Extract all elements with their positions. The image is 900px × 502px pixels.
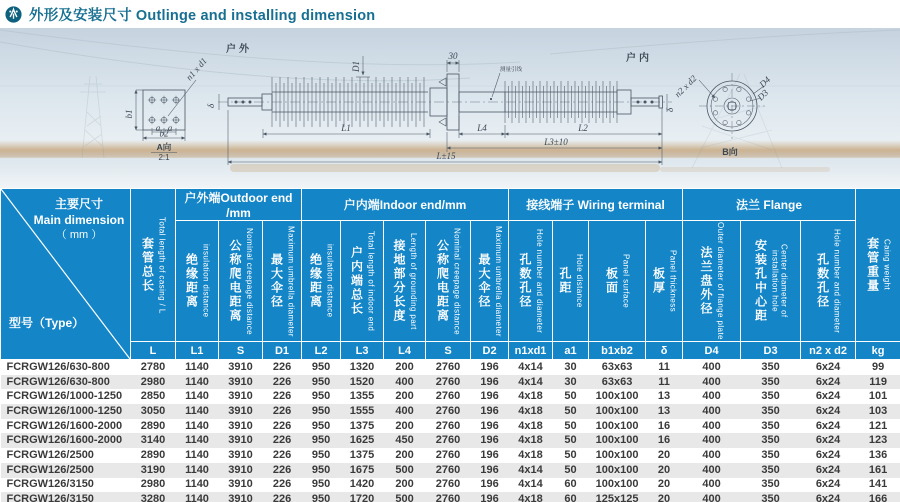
col-header-6: 接地部分长度 Length of grounding part [384,221,426,342]
value-cell: 400 [702,390,721,403]
value-cell: 200 [395,360,414,373]
col-header-casing-weight: 套管重量 Caing weight [856,189,900,342]
col-header-10: 孔距 Hole distance [553,221,589,342]
value-cell: 2760 [435,478,461,491]
spec-table [0,188,900,502]
type-cell: FCRGW126/1000-1250 [6,404,123,417]
value-cell: 20 [657,463,671,476]
value-cell: 2760 [435,448,461,461]
value-cell: 196 [480,434,499,447]
value-cell: 2760 [435,360,461,373]
col-header-8: 最大伞径 Maximum umbrella diameter [471,221,509,342]
value-cell: 30 [564,375,577,388]
value-cell: 400 [702,419,721,432]
value-cell: 226 [272,404,292,417]
value-cell: 350 [761,360,780,373]
value-cell: 3910 [228,478,253,491]
value-cell: 3910 [228,390,253,403]
title-bar [0,0,900,28]
corner-type-label: 型号（Type） [9,316,85,330]
value-cell: 60 [564,478,577,491]
col-letter-16: kg [856,342,900,360]
col-letter-13: D4 [683,342,741,360]
dim-label-a-left: a [155,123,161,133]
value-cell: 50 [564,390,577,403]
value-cell: 1140 [185,360,209,373]
value-cell: 13 [657,390,671,403]
value-cell: 6x24 [815,478,841,491]
dim-label-30: 30 [448,51,458,61]
value-cell: 226 [272,360,292,373]
table-row [1,478,900,493]
value-cell: 226 [272,375,292,388]
value-cell: 3910 [228,419,253,432]
value-cell: 196 [480,478,499,491]
value-cell: 1720 [349,493,375,502]
value-cell: 200 [395,419,414,432]
value-cell: 350 [761,434,780,447]
value-cell: 100x100 [595,463,639,476]
value-cell: 1320 [349,360,375,373]
dim-label-ltotal: L±15 [436,151,456,161]
value-cell: 196 [480,493,499,502]
value-cell: 4x18 [518,390,543,403]
col-header-13: 法兰盘外径 Outer diameter of flange plate [683,221,741,342]
value-cell: 950 [311,419,331,432]
value-cell: 123 [868,434,888,447]
value-cell: 4x18 [518,434,543,447]
value-cell: 4x14 [518,375,543,388]
value-cell: 3910 [228,493,253,502]
group-outdoor-end: 户外端Outdoor end /mm [176,189,302,221]
value-cell: 16 [657,419,671,432]
dim-label-d4: D4 [757,74,773,90]
value-cell: 1375 [349,448,375,461]
value-cell: 2760 [435,419,461,432]
value-cell: 16 [657,434,671,447]
value-cell: 4x14 [518,463,543,476]
value-cell: 6x24 [815,434,841,447]
value-cell: 50 [564,404,577,417]
table-row [1,448,900,463]
value-cell: 6x24 [815,360,841,373]
value-cell: 196 [480,360,499,373]
value-cell: 400 [702,493,721,502]
table-row [1,492,900,502]
view-a-label: A向 [156,142,172,152]
value-cell: 3280 [140,493,166,502]
value-cell: 400 [702,478,721,491]
value-cell: 11 [658,360,670,373]
value-cell: 60 [564,493,577,502]
page-title-en: Outlinge and installing dimension [135,7,376,24]
value-cell: 1375 [349,419,375,432]
value-cell: 400 [702,434,721,447]
value-cell: 3910 [228,404,253,417]
value-cell: 63x63 [601,360,633,373]
value-cell: 100x100 [595,404,639,417]
value-cell: 13 [657,404,671,417]
col-header-total-length: 套管总长 Total length of casing / L [131,189,176,342]
value-cell: 30 [564,360,577,373]
value-cell: 125x125 [595,493,639,502]
value-cell: 50 [564,419,577,432]
value-cell: 196 [480,463,499,476]
value-cell: 50 [564,448,577,461]
value-cell: 161 [868,463,888,476]
value-cell: 3910 [228,463,253,476]
value-cell: 2890 [140,419,166,432]
value-cell: 2980 [140,478,166,491]
value-cell: 2760 [435,493,461,502]
value-cell: 196 [480,404,499,417]
value-cell: 950 [311,360,331,373]
type-cell: FCRGW126/1600-2000 [6,434,123,447]
value-cell: 400 [702,463,721,476]
value-cell: 500 [395,463,414,476]
dim-label-l1: L1 [341,123,351,133]
table-header [1,189,900,360]
table-row [1,433,900,448]
group-wiring-terminal: 接线端子 Wiring terminal [509,189,683,221]
value-cell: 6x24 [815,448,841,461]
value-cell: 1140 [185,375,209,388]
value-cell: 1140 [185,493,209,502]
value-cell: 350 [761,493,780,502]
col-header-14: 安装孔中心距 Center diameter of installation hole [741,221,801,342]
value-cell: 196 [480,375,499,388]
col-letter-1: L1 [176,342,219,360]
type-cell: FCRGW126/630-800 [6,375,110,388]
value-cell: 6x24 [815,390,841,403]
value-cell: 2760 [435,404,461,417]
group-flange: 法兰 Flange [683,189,856,221]
value-cell: 100x100 [595,478,639,491]
page-title-zh: 外形及安装尺寸 [29,7,132,24]
value-cell: 6x24 [815,404,841,417]
value-cell: 2780 [140,360,166,373]
value-cell: 450 [395,434,414,447]
col-header-7: 公称爬电距离 Nominal creepage distance [426,221,471,342]
value-cell: 1140 [185,434,209,447]
value-cell: 1355 [349,390,375,403]
value-cell: 50 [564,463,577,476]
col-header-2: 公称爬电距离 Nominal creepage distance [219,221,263,342]
value-cell: 350 [761,375,780,388]
type-cell: FCRGW126/2500 [6,448,94,461]
value-cell: 226 [272,463,292,476]
value-cell: 100x100 [595,448,639,461]
value-cell: 20 [657,448,671,461]
value-cell: 1675 [349,463,375,476]
value-cell: 350 [761,463,780,476]
value-cell: 950 [311,493,331,502]
value-cell: 950 [311,404,331,417]
corner-cell [1,189,131,360]
dim-label-delta-right: δ [665,107,675,112]
value-cell: 6x24 [815,463,841,476]
value-cell: 2760 [435,463,461,476]
value-cell: 500 [395,493,414,502]
value-cell: 3140 [140,434,166,447]
value-cell: 4x18 [518,448,543,461]
value-cell: 400 [702,375,721,388]
col-letter-10: a1 [553,342,589,360]
dim-label-a-right: a [167,123,173,133]
col-header-3: 最大伞径 Maximum umbrella diameter [263,221,302,342]
table-body [1,360,900,502]
value-cell: 4x14 [518,478,543,491]
table-row [1,360,900,375]
value-cell: 166 [868,493,888,502]
value-cell: 1420 [349,478,375,491]
value-cell: 196 [480,448,499,461]
value-cell: 200 [395,448,414,461]
table-row [1,419,900,434]
col-header-4: 绝缘距离 insulation distance [302,221,341,342]
view-b-label: B向 [722,147,738,157]
view-a-scale: 2:1 [158,153,170,162]
dim-label-l4: L4 [477,123,487,133]
col-letter-15: n2 x d2 [801,342,856,360]
value-cell: 1140 [185,404,209,417]
value-cell: 400 [395,375,414,388]
value-cell: 400 [702,448,721,461]
value-cell: 4x18 [518,493,543,502]
value-cell: 226 [272,448,292,461]
col-letter-12: δ [646,342,683,360]
value-cell: 100x100 [595,419,639,432]
dim-label-d3: D3 [755,87,771,103]
col-header-5: 户内端总长 Total length of indoor end [341,221,384,342]
value-cell: 50 [564,434,577,447]
value-cell: 4x18 [518,419,543,432]
value-cell: 226 [272,390,292,403]
col-letter-9: n1xd1 [509,342,553,360]
type-cell: FCRGW126/1600-2000 [6,419,123,432]
value-cell: 136 [868,448,888,461]
technical-drawing [0,28,900,188]
value-cell: 350 [761,390,780,403]
type-cell: FCRGW126/2500 [6,463,94,476]
value-cell: 200 [395,390,414,403]
value-cell: 3050 [140,404,166,417]
value-cell: 2890 [140,448,166,461]
dim-label-d1: D1 [351,61,361,72]
brand-icon [5,6,22,23]
value-cell: 226 [272,493,292,502]
dim-label-b2: b2 [159,128,169,139]
value-cell: 99 [871,360,885,373]
value-cell: 1555 [349,404,375,417]
col-letter-11: b1xb2 [589,342,646,360]
measuring-lead-label: 测量引线 [500,67,523,73]
col-letter-8: D2 [471,342,509,360]
type-cell: FCRGW126/3150 [6,493,94,502]
value-cell: 63x63 [601,375,633,388]
value-cell: 141 [868,478,888,491]
value-cell: 2760 [435,390,461,403]
value-cell: 20 [657,493,671,502]
value-cell: 101 [868,390,888,403]
value-cell: 100x100 [595,434,639,447]
value-cell: 3910 [228,375,253,388]
value-cell: 103 [868,404,888,417]
col-letter-5: L3 [341,342,384,360]
value-cell: 200 [395,478,414,491]
col-letter-14: D3 [741,342,801,360]
value-cell: 400 [702,360,721,373]
value-cell: 119 [869,375,887,388]
value-cell: 950 [311,478,331,491]
col-letter-0: L [131,342,176,360]
col-header-11: 板面 Panel surface [589,221,646,342]
dim-label-l2: L2 [578,123,588,133]
value-cell: 950 [311,463,331,476]
value-cell: 950 [311,448,331,461]
value-cell: 400 [395,404,414,417]
header-group-row [1,189,900,221]
value-cell: 3910 [228,434,253,447]
value-cell: 400 [702,404,721,417]
value-cell: 4x18 [518,404,543,417]
value-cell: 2980 [140,375,166,388]
value-cell: 226 [272,419,292,432]
value-cell: 3910 [228,448,253,461]
value-cell: 1520 [349,375,375,388]
value-cell: 226 [272,434,292,447]
type-cell: FCRGW126/3150 [6,478,94,491]
value-cell: 6x24 [815,493,841,502]
col-header-1: 绝缘距离 insulation distance [176,221,219,342]
col-letter-2: S [219,342,263,360]
value-cell: 4x14 [518,360,543,373]
value-cell: 950 [311,434,331,447]
table-row [1,404,900,419]
value-cell: 1140 [185,478,209,491]
col-header-9: 孔数孔径 Hole number and diameter [509,221,553,342]
value-cell: 2760 [435,434,461,447]
table-row [1,463,900,478]
value-cell: 20 [657,478,671,491]
col-letter-3: D1 [263,342,302,360]
value-cell: 226 [272,478,292,491]
corner-main-dimension: 主要尺寸 Main dimension （ mm ） [33,197,125,242]
value-cell: 3190 [140,463,166,476]
col-header-15: 孔数孔径 Hole number and diameter [801,221,856,342]
dim-label-delta-left: δ [206,103,216,108]
value-cell: 350 [761,448,780,461]
col-header-12: 板厚 Panel thickness [646,221,683,342]
dim-label-n2xd2: n2 x d2 [672,73,699,100]
group-indoor-end: 户内端Indoor end/mm [302,189,509,221]
col-letter-4: L2 [302,342,341,360]
header-letter-row [1,342,900,360]
value-cell: 350 [761,419,780,432]
value-cell: 121 [868,419,888,432]
value-cell: 100x100 [595,390,639,403]
page-title [29,4,375,25]
value-cell: 350 [761,404,780,417]
value-cell: 3910 [228,360,253,373]
dim-label-n1xd1: n1 x d1 [183,55,209,83]
value-cell: 1625 [349,434,375,447]
table-row [1,389,900,404]
value-cell: 2760 [435,375,461,388]
col-letter-7: S [426,342,471,360]
type-cell: FCRGW126/630-800 [6,360,110,373]
drawing-canvas [0,28,900,188]
dim-label-b1: b1 [124,109,134,119]
value-cell: 950 [311,390,331,403]
value-cell: 1140 [185,419,209,432]
value-cell: 1140 [185,390,209,403]
outdoor-label: 户外 [226,44,252,55]
value-cell: 2850 [140,390,166,403]
dim-label-l3: L3±10 [544,137,568,147]
value-cell: 196 [480,419,499,432]
value-cell: 196 [480,390,499,403]
table-row [1,375,900,390]
value-cell: 11 [658,375,670,388]
type-cell: FCRGW126/1000-1250 [6,390,123,403]
value-cell: 1140 [185,448,209,461]
indoor-label: 户内 [626,53,652,64]
value-cell: 1140 [185,463,209,476]
value-cell: 350 [761,478,780,491]
value-cell: 950 [311,375,331,388]
value-cell: 6x24 [815,419,841,432]
col-letter-6: L4 [384,342,426,360]
value-cell: 6x24 [815,375,841,388]
shore-reflection [230,164,660,172]
